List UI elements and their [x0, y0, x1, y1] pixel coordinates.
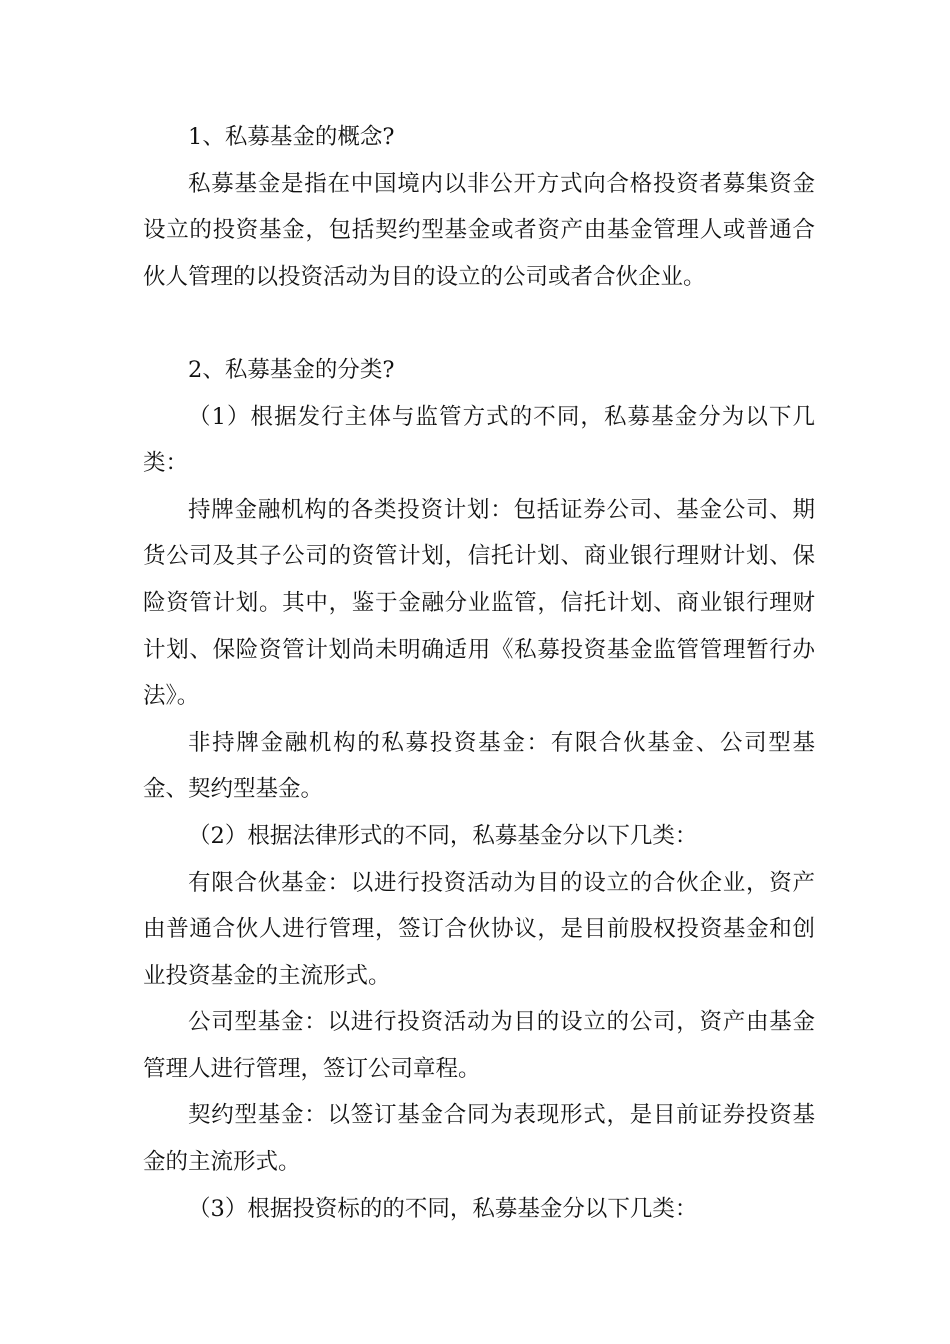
- paragraph-unlicensed-institutions: 非持牌金融机构的私募投资基金：有限合伙基金、公司型基金、契约型基金。: [143, 729, 815, 803]
- subheading-classification-3: （3）根据投资标的的不同，私募基金分以下几类：: [188, 1195, 698, 1222]
- subheading-classification-1: （1）根据发行主体与监管方式的不同，私募基金分为以下几类：: [143, 403, 815, 477]
- heading-2: 2、私募基金的分类?: [188, 356, 395, 383]
- heading-1: 1、私募基金的概念?: [188, 124, 395, 150]
- paragraph-limited-partnership: 有限合伙基金：以进行投资活动为目的设立的合伙企业，资产由普通合伙人进行管理，签订合伙协议，是目前股权投资基金和创业投资基金的主流形式。: [143, 869, 815, 989]
- subheading-classification-2: （2）根据法律形式的不同，私募基金分以下几类：: [188, 822, 698, 849]
- paragraph-licensed-institutions: 持牌金融机构的各类投资计划：包括证券公司、基金公司、期货公司及其子公司的资管计划，信托计划、商业银行理财计划、保险资管计划。其中，鉴于金融分业监管，信托计划、商业银行理财计划、保险资管计划尚未明确适用《私募投资基金监管管理暂行办法》。: [143, 496, 815, 710]
- document-body: [143, 114, 815, 1232]
- paragraph-contractual-fund: 契约型基金：以签订基金合同为表现形式，是目前证券投资基金的主流形式。: [143, 1102, 815, 1176]
- paragraph-corporate-fund: 公司型基金：以进行投资活动为目的设立的公司，资产由基金管理人进行管理，签订公司章程。: [143, 1009, 815, 1082]
- paragraph-definition: 私募基金是指在中国境内以非公开方式向合格投资者募集资金设立的投资基金，包括契约型基金或者资产由基金管理人或普通合伙人管理的以投资活动为目的设立的公司或者合伙企业。: [143, 170, 815, 290]
